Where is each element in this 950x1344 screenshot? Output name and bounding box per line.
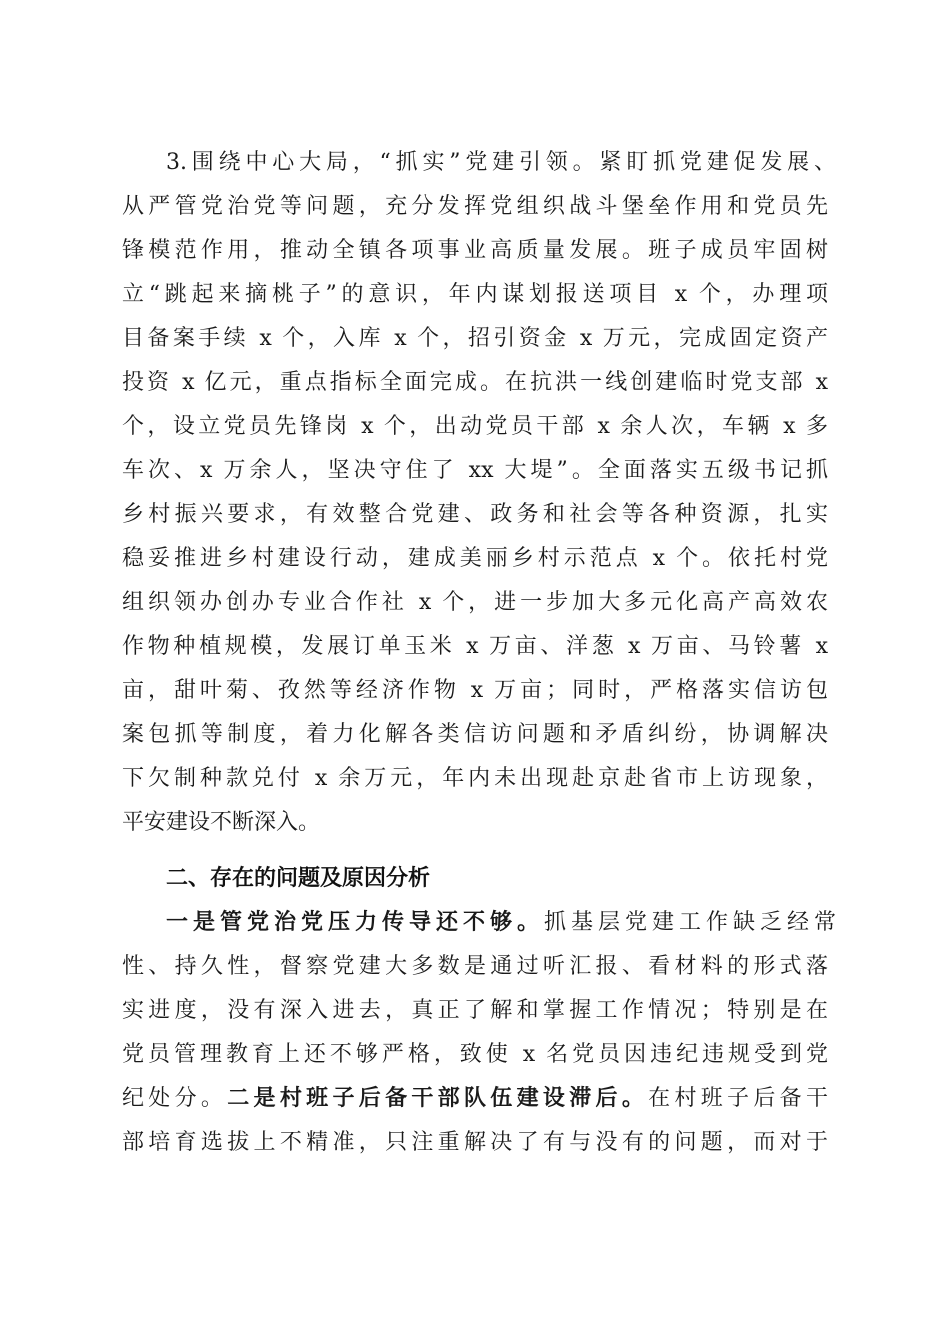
para2-line-2: 性、持久性，督察党建大多数是通过听汇报、看材料的形式落 [122, 954, 828, 979]
para1-line-9: 乡村振兴要求，有效整合党建、政务和社会等各种资源，扎实 [122, 502, 828, 527]
section-heading: 二、存在的问题及原因分析 [166, 866, 431, 891]
para1-line-4: 立“跳起来摘桃子”的意识，年内谋划报送项目 x 个，办理项 [122, 282, 828, 307]
para1-line-5: 目备案手续 x 个，入库 x 个，招引资金 x 万元，完成固定资产 [122, 326, 828, 351]
para2-line-3: 实进度，没有深入进去，真正了解和掌握工作情况；特别是在 [122, 998, 828, 1023]
para1-line-3: 锋模范作用，推动全镇各项事业高质量发展。班子成员牢固树 [122, 238, 828, 263]
para2-line-4: 党员管理教育上还不够严格，致使 x 名党员因违纪违规受到党 [122, 1042, 828, 1067]
para1-line-1: 3.围绕中心大局，“抓实”党建引领。紧盯抓党建促发展、 [166, 150, 836, 175]
para2-bold-lead-1: 一是管党治党压力传导还不够。 [166, 910, 544, 935]
para1-line-6: 投资 x 亿元，重点指标全面完成。在抗洪一线创建临时党支部 x [122, 370, 828, 395]
para2-bold-lead-2: 二是村班子后备干部队伍建设滞后。 [227, 1086, 649, 1111]
para1-line-10: 稳妥推进乡村建设行动，建成美丽乡村示范点 x 个。依托村党 [122, 546, 828, 571]
para2-line-1-rest: 抓基层党建工作缺乏经常 [543, 910, 836, 935]
para1-line-13: 亩，甜叶菊、孜然等经济作物 x 万亩；同时，严格落实信访包 [122, 678, 828, 703]
para2-line-6: 部培育选拔上不精准，只注重解决了有与没有的问题，而对于 [122, 1130, 828, 1155]
para1-line-8: 车次、x 万余人，坚决守住了 xx 大堤”。全面落实五级书记抓 [122, 458, 828, 483]
para1-line-16: 平安建设不断深入。 [122, 810, 321, 835]
para1-line-14: 案包抓等制度，着力化解各类信访问题和矛盾纠纷，协调解决 [122, 722, 828, 747]
para2-line-5-start: 纪处分。 [122, 1086, 228, 1111]
para2-line-5-rest: 在村班子后备干 [648, 1086, 828, 1111]
para1-line-2: 从严管党治党等问题，充分发挥党组织战斗堡垒作用和党员先 [122, 194, 828, 219]
para2-line-5 [122, 1077, 828, 1121]
para2-line-1 [166, 901, 836, 945]
para1-line-11: 组织领办创办专业合作社 x 个，进一步加大多元化高产高效农 [122, 590, 828, 615]
para1-line-12: 作物种植规模，发展订单玉米 x 万亩、洋葱 x 万亩、马铃薯 x [122, 634, 828, 659]
para1-line-7: 个，设立党员先锋岗 x 个，出动党员干部 x 余人次，车辆 x 多 [122, 414, 828, 439]
para1-line-15: 下欠制种款兑付 x 余万元，年内未出现赴京赴省市上访现象， [122, 766, 828, 791]
